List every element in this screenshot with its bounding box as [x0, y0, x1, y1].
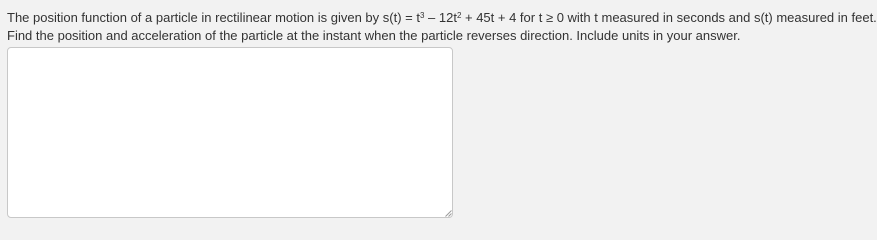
- question-text-part-1: The position function of a particle in rectilinear motion is given by s(t) = t: [7, 10, 420, 25]
- exponent-3: 3: [419, 10, 425, 20]
- question-text-part-3: + 45t + 4 for t ≥ 0 with t measured in seconds and s(t) measured in feet.: [461, 10, 877, 25]
- question-text: [7, 9, 877, 45]
- answer-textarea[interactable]: [7, 47, 453, 218]
- question-text-part-2: – 12t: [424, 10, 457, 25]
- question-line-2: Find the position and acceleration of the particle at the instant when the particle reverses direction. Include units in your answer.: [7, 28, 741, 43]
- question-line-1: [7, 9, 877, 27]
- exponent-2: 2: [456, 10, 462, 20]
- resize-grip-icon[interactable]: [445, 210, 452, 217]
